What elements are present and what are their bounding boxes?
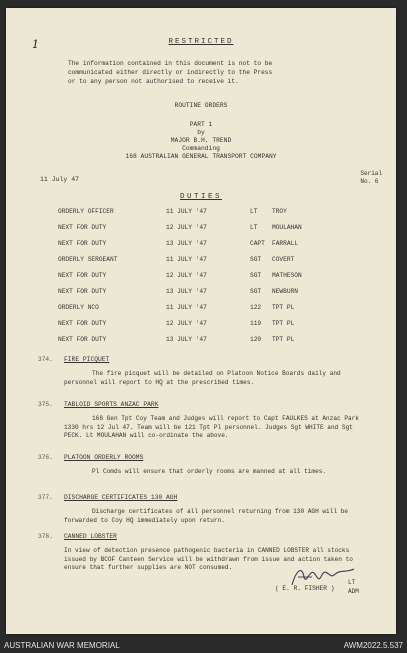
duty-date: 13 JULY '47 [166, 288, 207, 295]
commanding-label: Commanding [182, 145, 220, 152]
section-text: Discharge certificates of all personnel returning from 130 AGH will be forwarded to Coy HQ immediately upon return. [64, 508, 348, 524]
routine-orders-title: ROUTINE ORDERS [174, 102, 228, 109]
duty-rank: SGT [250, 256, 262, 263]
duty-date: 13 JULY '47 [166, 336, 207, 343]
signature-rank: LT [348, 579, 356, 586]
duty-row [58, 272, 352, 288]
duty-date: 11 JULY '47 [166, 256, 207, 263]
duty-name: TPT PL [272, 320, 295, 327]
duty-row [58, 224, 352, 240]
duty-name: FARRALL [272, 240, 298, 247]
footer-institution: AUSTRALIAN WAR MEMORIAL [4, 641, 120, 650]
duty-rank: 122 [250, 304, 262, 311]
section-heading: CANNED LOBSTER [64, 533, 117, 540]
duty-name: TPT PL [272, 336, 295, 343]
serial-label: Serial [360, 170, 382, 177]
notice-line: or to any person not authorised to receive it. [68, 78, 239, 85]
section-number: 375. [38, 401, 53, 408]
duty-role: ORDERLY OFFICER [58, 208, 114, 215]
section-number: 377. [38, 494, 53, 501]
order-date: 11 July 47 [40, 176, 80, 183]
section-heading: FIRE PICQUET [64, 356, 110, 363]
duty-role: NEXT FOR DUTY [58, 224, 107, 231]
duties-title: DUTIES [179, 193, 222, 201]
duty-role: ORDERLY NCO [58, 304, 99, 311]
section-number: 378. [38, 533, 53, 540]
notice-line: communicated either directly or indirectly to the Press [68, 69, 273, 76]
duty-role: NEXT FOR DUTY [58, 288, 107, 295]
duty-row [58, 240, 352, 256]
handwritten-mark: 1 [32, 38, 39, 51]
duty-rank: 120 [250, 336, 262, 343]
duty-row [58, 336, 352, 352]
duty-name: TROY [272, 208, 287, 215]
duty-name: MOULAHAN [272, 224, 302, 231]
duty-row [58, 304, 352, 320]
section-heading: PLATOON ORDERLY ROOMS [64, 454, 144, 461]
security-notice [68, 59, 358, 86]
restricted-header: RESTRICTED [168, 38, 234, 46]
signature-appointment: ADM [348, 588, 359, 595]
duty-rank: CAPT [250, 240, 265, 247]
serial-value: No. 6 [360, 177, 379, 185]
duty-rank: SGT [250, 272, 262, 279]
duty-role: NEXT FOR DUTY [58, 336, 107, 343]
duty-row [58, 288, 352, 304]
part-label: PART 1 [189, 121, 213, 128]
duty-name: TPT PL [272, 304, 295, 311]
duty-name: MATHESON [272, 272, 302, 279]
duty-rank: LT [250, 208, 258, 215]
duty-role: NEXT FOR DUTY [58, 240, 107, 247]
signature-name: ( E. R. FISHER ) [275, 585, 335, 592]
section-text: The fire picquet will be detailed on Platoon Notice Boards daily and personnel will report to HQ at the prescribed times. [64, 370, 341, 386]
duty-date: 12 JULY '47 [166, 320, 207, 327]
duty-date: 13 JULY '47 [166, 240, 207, 247]
section-heading: DISCHARGE CERTIFICATES 130 AGH [64, 494, 178, 501]
by-label: by [197, 129, 205, 136]
duty-date: 11 JULY '47 [166, 208, 207, 215]
company-name: 168 AUSTRALIAN GENERAL TRANSPORT COMPANY [125, 153, 277, 160]
duty-rank: LT [250, 224, 258, 231]
section-heading: TABLOID SPORTS ANZAC PARK [64, 401, 159, 408]
duty-role: ORDERLY SERGEANT [58, 256, 118, 263]
serial-number [360, 170, 382, 185]
footer-accession-number: AWM2022.5.537 [343, 641, 403, 650]
duty-row [58, 320, 352, 336]
duty-rank: SGT [250, 288, 262, 295]
section-number: 374. [38, 356, 53, 363]
duty-date: 12 JULY '47 [166, 272, 207, 279]
section-number: 376. [38, 454, 53, 461]
duty-role: NEXT FOR DUTY [58, 320, 107, 327]
section-text: 168 Gen Tpt Coy Team and Judges will report to Capt FAULKES at Anzac Park 1330 hrs 12 Jul 47. Team will be 121 Tpt Pl personnel. Judges Sgt WHITE and Sgt PECK. Lt MOULAHAN will co-ordinate the above. [64, 415, 359, 439]
commander-name: MAJOR B.H. TREND [170, 137, 232, 144]
duties-table [58, 208, 352, 352]
duty-row [58, 256, 352, 272]
duty-rank: 119 [250, 320, 262, 327]
section-text: In view of detection presence pathogenic bacteria in CANNED LOBSTER all stocks issued by BCOF Canteen Service will be withdrawn from issue and action taken to ensure that further supplies are NOT consumed. [64, 547, 353, 571]
duty-role: NEXT FOR DUTY [58, 272, 107, 279]
duty-row [58, 208, 352, 224]
duty-name: COVERT [272, 256, 295, 263]
notice-line: The information contained in this document is not to be [68, 60, 273, 67]
section-text: Pl Comds will ensure that orderly rooms are manned at all times. [92, 468, 327, 475]
duty-date: 12 JULY '47 [166, 224, 207, 231]
duty-date: 11 JULY '47 [166, 304, 207, 311]
document-page [6, 8, 396, 634]
duty-name: NEWBURN [272, 288, 298, 295]
